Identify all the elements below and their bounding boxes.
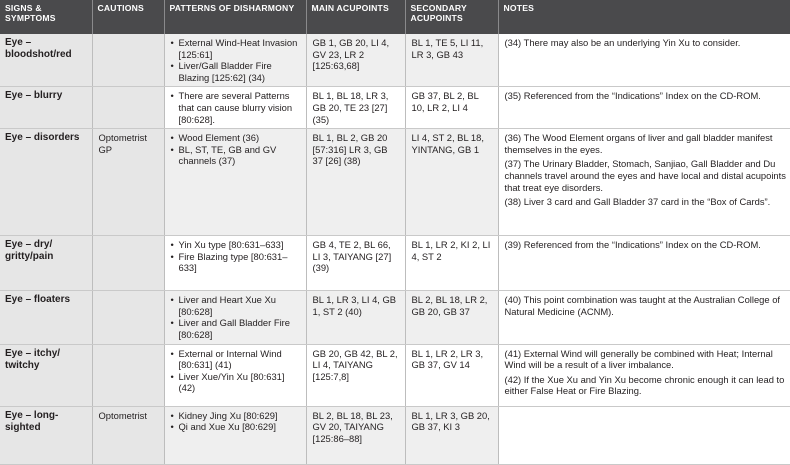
pattern-item: • Liver/Gall Bladder Fire Blazing [125:62] (34) (171, 60, 302, 83)
caution-cell (92, 87, 164, 129)
pattern-item: • Wood Element (36) (171, 132, 302, 144)
table-header (0, 0, 790, 34)
note-text: (42) If the Xue Xu and Yin Xu become chronic enough it can lead to either False Heat or Fire Blazing. (504, 373, 785, 397)
table-row (0, 34, 790, 87)
table-row (0, 344, 790, 406)
header-main-acupoints: MAIN ACUPOINTS (306, 0, 405, 34)
caution-cell: Optometrist GP (92, 129, 164, 236)
pattern-item: • There are several Patterns that can cause blurry vision [80:628]. (171, 90, 302, 125)
header-signs: SIGNS & SYMPTOMS (0, 0, 92, 34)
patterns-cell (164, 87, 306, 129)
notes-cell (498, 406, 790, 464)
notes-cell (498, 34, 790, 87)
pattern-item: • BL, ST, TE, GB and GV channels (37) (171, 144, 302, 167)
note-text: (36) The Wood Element organs of liver and gall bladder manifest themselves in the eyes. (504, 132, 773, 155)
pattern-item: • Liver and Heart Xue Xu [80:628] (171, 294, 302, 317)
caution-cell: Optometrist (92, 406, 164, 464)
note-text: (39) Referenced from the “Indications” Index on the CD-ROM. (504, 239, 761, 251)
secondary-acupoints-cell: BL 1, LR 2, LR 3, GB 37, GV 14 (405, 344, 498, 406)
sign-cell: Eye – blurry (0, 87, 92, 129)
sign-cell: Eye – dry/ gritty/pain (0, 236, 92, 291)
sign-cell: Eye – bloodshot/red (0, 34, 92, 87)
note-text: (38) Liver 3 card and Gall Bladder 37 card in the “Box of Cards”. (504, 196, 771, 208)
note-text: (37) The Urinary Bladder, Stomach, Sanjiao, Gall Bladder and Du channels travel around the eyes and have local and distal acupoints that treat eye disorders. (504, 158, 786, 193)
note-text: (35) Referenced from the “Indications” Index on the CD-ROM. (504, 90, 761, 102)
main-acupoints-cell: BL 1, BL 2, GB 20 [57:316] LR 3, GB 37 [26] (38) (306, 129, 405, 236)
header-cautions: CAUTIONS (92, 0, 164, 34)
sign-cell: Eye – long-sighted (0, 406, 92, 464)
patterns-cell (164, 236, 306, 291)
caution-cell (92, 34, 164, 87)
main-acupoints-cell: BL 1, BL 18, LR 3, GB 20, TE 23 [27] (35) (306, 87, 405, 129)
patterns-cell (164, 344, 306, 406)
secondary-acupoints-cell: LI 4, ST 2, BL 18, YINTANG, GB 1 (405, 129, 498, 236)
pattern-item: • Kidney Jing Xu [80:629] (171, 410, 302, 422)
pattern-item: • Fire Blazing type [80:631–633] (171, 251, 302, 274)
secondary-acupoints-cell: BL 1, LR 3, GB 20, GB 37, KI 3 (405, 406, 498, 464)
pattern-item: • Liver and Gall Bladder Fire [80:628] (171, 317, 302, 340)
patterns-cell (164, 34, 306, 87)
main-acupoints-cell: BL 2, BL 18, BL 23, GV 20, TAIYANG [125:86–88] (306, 406, 405, 464)
sign-cell: Eye – itchy/ twitchy (0, 344, 92, 406)
patterns-cell (164, 291, 306, 344)
table-row (0, 129, 790, 236)
pattern-item: • Qi and Xue Xu [80:629] (171, 421, 302, 433)
patterns-cell (164, 129, 306, 236)
main-acupoints-cell: GB 1, GB 20, LI 4, GV 23, LR 2 [125:63,68] (306, 34, 405, 87)
sign-cell: Eye – disorders (0, 129, 92, 236)
sign-cell: Eye – floaters (0, 291, 92, 344)
pattern-item: • External or Internal Wind [80:631] (41) (171, 348, 302, 371)
table-row (0, 87, 790, 129)
pattern-item: • Liver Xue/Yin Xu [80:631] (42) (171, 371, 302, 394)
note-text: (41) External Wind will generally be combined with Heat; Internal Wind will be a result of a liver imbalance. (504, 347, 773, 371)
pattern-item: • Yin Xu type [80:631–633] (171, 239, 302, 251)
caution-cell (92, 344, 164, 406)
header-notes: NOTES (498, 0, 790, 34)
notes-cell (498, 87, 790, 129)
table-row (0, 406, 790, 464)
header-patterns: PATTERNS OF DISHARMONY (164, 0, 306, 34)
header-secondary-acupoints: SECONDARY ACUPOINTS (405, 0, 498, 34)
secondary-acupoints-cell: BL 1, TE 5, LI 11, LR 3, GB 43 (405, 34, 498, 87)
caution-cell (92, 236, 164, 291)
main-acupoints-cell: BL 1, LR 3, LI 4, GB 1, ST 2 (40) (306, 291, 405, 344)
notes-cell (498, 236, 790, 291)
secondary-acupoints-cell: BL 2, BL 18, LR 2, GB 20, GB 37 (405, 291, 498, 344)
patterns-cell (164, 406, 306, 464)
notes-cell (498, 344, 790, 406)
secondary-acupoints-cell: GB 37, BL 2, BL 10, LR 2, LI 4 (405, 87, 498, 129)
table-row (0, 291, 790, 344)
caution-cell (92, 291, 164, 344)
secondary-acupoints-cell: BL 1, LR 2, KI 2, LI 4, ST 2 (405, 236, 498, 291)
main-acupoints-cell: GB 20, GB 42, BL 2, LI 4, TAIYANG [125:7,8] (306, 344, 405, 406)
notes-cell (498, 129, 790, 236)
table-row (0, 236, 790, 291)
main-acupoints-cell: GB 4, TE 2, BL 66, LI 3, TAIYANG [27] (39) (306, 236, 405, 291)
note-text: (40) This point combination was taught at the Australian College of Natural Medicine (ACNM). (504, 294, 781, 317)
pattern-item: • External Wind-Heat Invasion [125:61] (171, 37, 302, 60)
notes-cell (498, 291, 790, 344)
note-text: (34) There may also be an underlying Yin Xu to consider. (504, 37, 741, 48)
